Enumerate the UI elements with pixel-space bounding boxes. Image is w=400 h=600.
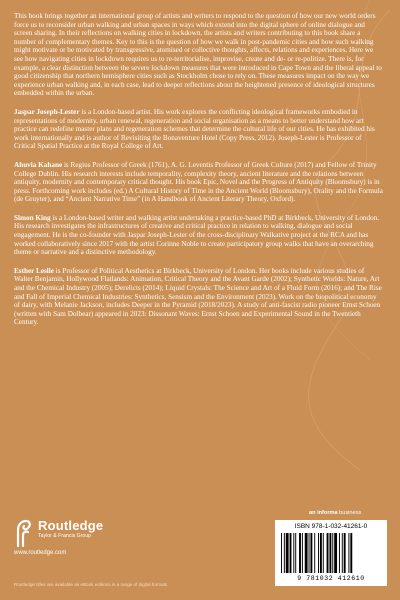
cover-text	[14, 12, 384, 337]
barcode-digits: 9 781032 412610	[297, 575, 365, 582]
informa-bold: an informa	[309, 510, 338, 516]
author-bio	[14, 267, 384, 327]
barcode-box	[275, 520, 387, 586]
routledge-mark-icon	[14, 518, 34, 548]
publisher-website[interactable]: www.routledge.com	[14, 550, 67, 556]
author-bio-text: is a London-based writer and walking artist undertaking a practice-based PhD at Birkbeck, University of London. His research investigates the infrastructures of creative and critical practice in relation to walking, dialogue and social engagement. He is the co-founder with Jaspar Joseph-Lester of the cross-disciplinary Walkative project at the RCA and has worked collaboratively since 2017 with the artist Corinne Noble to create participatory group walks that have an overarching theme or narrative and a distinctive methodology.	[14, 213, 380, 257]
author-bio	[14, 214, 384, 257]
author-bio	[14, 108, 384, 151]
isbn-number: ISBN 978-1-032-41261-0	[294, 523, 368, 530]
author-name: Esther Leslie	[14, 266, 54, 275]
book-description: This book brings together an international group of artists and writers to respond to the question of how our new world orders force us to reconsider urban walking and urban spaces in ways which extend into the digital sphere of online dialogue and screen sharing. In their reflections on walking cities in lockdown, the artists and writers contributing to this book share a number of complementary themes. Key to this is the question of how we walk in post-pandemic cities and how such walking might motivate or be motivated by transgressive, atomised or collective thoughts, affects, relations and experiences. Here we see how navigating cities in lockdown requires us to re-territorialise, improvise, create and de- or re-politize. There is, for example, a clear distinction between the severe lockdown measures that were introduced in Cape Town and the liberal appeal to good citizenship that northern hemisphere cities such as Stockholm chose to rely on. These measures impact on the way we experience urban walking and, in each case, lead to deeper reflections about the heightened presence of ideological structures embedded within the urban.	[14, 12, 382, 98]
cover-footer	[0, 510, 400, 600]
informa-tagline	[309, 510, 361, 516]
author-name: Ahuvia Kahane	[14, 160, 63, 169]
author-name: Jaspar Joseph-Lester	[14, 107, 80, 116]
ebook-disclaimer: Routledge titles are available as eBook editions in a range of digital formats	[14, 582, 168, 587]
barcode-graphic	[281, 533, 381, 573]
author-name: Simon King	[14, 213, 51, 222]
author-bio-text: is a London-based artist. His work explores the conflicting ideological frameworks embodied in representations of modernity, urban renewal, regeneration and social organisation as a means to better understand how art practice can redefine master plans and regeneration schemes that determine the cultural life of our cities. He has exhibited his work internationally and is author of Revisiting the Bonaventure Hotel (Copy Press, 2012). Joseph-Lester is Professor of Critical Spatial Practice at the Royal College of Art.	[14, 107, 375, 151]
author-bio-text: is Regius Professor of Greek (1761), A. G. Leventis Professor of Greek Culture (2017) and Fellow of Trinity College Dublin. His research interests include temporality, complexity theory, ancient literature and the relations between antiquity, modernity and contemporary critical thought. His book Epic, Novel and the Progress of Antiquity (Bloomsbury) is in press. Forthcoming work includes (ed.) A Cultural History of Time in the Ancient World (Bloomsbury), Orality and the Formula (de Gruyter), and “Ancient Narrative Time” (in A Handbook of Ancient Literary Theory, Oxford).	[14, 160, 383, 204]
publisher-group: Taylor & Francis Group	[38, 533, 92, 539]
author-bio	[14, 161, 384, 204]
author-bio-text: is Professor of Political Aesthetics at Birkbeck, University of London. Her books include various studies of Walter Benjamin, Hollywood Flatlands: Animation, Critical Theory and the Avant Garde (2002); Synthetic Worlds: Nature, Art and the Chemical Industry (2005); Derelicts (2014); Liquid Crystals: The Science and Art of a Fluid Form (2016); and The Rise and Fall of Imperial Chemical Industries: Synthetics, Sensism and the Environment (2023). Work on the biopolitical economy of dairy, with Melanie Jackson, includes Deeper in the Pyramid (2018/2023). A study of anti-fascist radio pioneer Ernst Schoen (written with Sam Dolbear) appeared in 2023: Dissonant Waves: Ernst Schoen and Experimental Sound in the Twentieth Century.	[14, 266, 382, 327]
informa-rest: business	[337, 510, 362, 516]
publisher-name: Routledge	[38, 518, 104, 533]
